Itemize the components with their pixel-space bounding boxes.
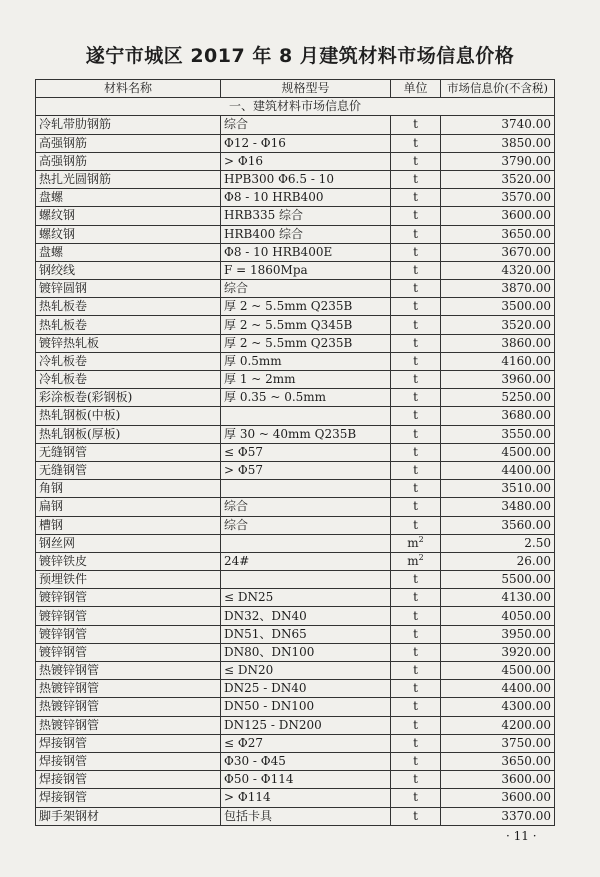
table-row xyxy=(36,534,555,552)
unit-cell xyxy=(391,116,441,134)
table-row xyxy=(36,407,555,425)
table-row xyxy=(36,207,555,225)
unit-text: t xyxy=(413,717,418,732)
spec-model-cell: 综合 xyxy=(221,280,391,298)
unit-text: t xyxy=(413,153,418,168)
material-name-cell: 脚手架钢材 xyxy=(36,807,221,825)
material-name-cell: 镀锌圆钢 xyxy=(36,280,221,298)
price-cell: 26.00 xyxy=(441,552,555,570)
spec-model-cell: ≤ Φ27 xyxy=(221,734,391,752)
unit-text: t xyxy=(413,681,418,696)
table-row xyxy=(36,443,555,461)
table-row xyxy=(36,625,555,643)
spec-model-cell: DN50 - DN100 xyxy=(221,698,391,716)
price-cell: 4500.00 xyxy=(441,662,555,680)
unit-cell xyxy=(391,170,441,188)
unit-text: t xyxy=(413,608,418,623)
table-row xyxy=(36,134,555,152)
unit-cell xyxy=(391,352,441,370)
spec-model-cell: Φ8 - 10 HRB400 xyxy=(221,189,391,207)
price-cell: 3600.00 xyxy=(441,789,555,807)
price-cell: 5500.00 xyxy=(441,571,555,589)
unit-text: t xyxy=(413,626,418,641)
price-cell: 2.50 xyxy=(441,534,555,552)
price-cell: 3570.00 xyxy=(441,189,555,207)
table-row xyxy=(36,480,555,498)
price-cell: 3480.00 xyxy=(441,498,555,516)
unit-text: t xyxy=(413,372,418,387)
unit-cell xyxy=(391,407,441,425)
table-row xyxy=(36,280,555,298)
unit-text: t xyxy=(413,317,418,332)
unit-text: t xyxy=(413,699,418,714)
unit-cell xyxy=(391,189,441,207)
table-row xyxy=(36,607,555,625)
table-row xyxy=(36,170,555,188)
unit-text: t xyxy=(413,208,418,223)
unit-cell xyxy=(391,225,441,243)
unit-superscript: 2 xyxy=(418,534,424,544)
unit-text: t xyxy=(413,426,418,441)
spec-model-cell: 综合 xyxy=(221,516,391,534)
price-cell: 4130.00 xyxy=(441,589,555,607)
spec-model-cell: DN125 - DN200 xyxy=(221,716,391,734)
table-row xyxy=(36,371,555,389)
price-cell: 4200.00 xyxy=(441,716,555,734)
unit-text: t xyxy=(413,517,418,532)
spec-model-cell: Φ30 - Φ45 xyxy=(221,752,391,770)
unit-text: t xyxy=(413,335,418,350)
spec-model-cell: Φ8 - 10 HRB400E xyxy=(221,243,391,261)
material-name-cell: 热轧钢板(中板) xyxy=(36,407,221,425)
material-name-cell: 盘螺 xyxy=(36,243,221,261)
table-row xyxy=(36,662,555,680)
unit-text: t xyxy=(413,262,418,277)
spec-model-cell: DN51、DN65 xyxy=(221,625,391,643)
unit-text: t xyxy=(413,663,418,678)
price-cell: 5250.00 xyxy=(441,389,555,407)
material-name-cell: 冷轧带肋钢筋 xyxy=(36,116,221,134)
table-row xyxy=(36,716,555,734)
material-name-cell: 无缝钢管 xyxy=(36,443,221,461)
price-cell: 3850.00 xyxy=(441,134,555,152)
price-cell: 3860.00 xyxy=(441,334,555,352)
spec-model-cell: DN80、DN100 xyxy=(221,643,391,661)
table-header-row xyxy=(36,80,555,98)
unit-cell xyxy=(391,771,441,789)
unit-text: t xyxy=(413,499,418,514)
material-name-cell: 镀锌铁皮 xyxy=(36,552,221,570)
unit-cell xyxy=(391,789,441,807)
unit-text: t xyxy=(413,353,418,368)
spec-model-cell: 24# xyxy=(221,552,391,570)
unit-cell xyxy=(391,480,441,498)
spec-model-cell: 厚 1 ~ 2mm xyxy=(221,371,391,389)
unit-cell xyxy=(391,152,441,170)
price-cell: 3600.00 xyxy=(441,771,555,789)
price-cell: 3870.00 xyxy=(441,280,555,298)
unit-cell xyxy=(391,552,441,570)
material-name-cell: 热镀锌钢管 xyxy=(36,662,221,680)
unit-text: t xyxy=(413,772,418,787)
unit-text: t xyxy=(413,244,418,259)
spec-model-cell: > Φ16 xyxy=(221,152,391,170)
spec-model-cell: HPB300 Φ6.5 - 10 xyxy=(221,170,391,188)
unit-text: t xyxy=(413,808,418,823)
unit-cell xyxy=(391,716,441,734)
table-row xyxy=(36,243,555,261)
unit-cell xyxy=(391,207,441,225)
unit-text: m xyxy=(407,553,419,568)
table-row xyxy=(36,334,555,352)
unit-cell xyxy=(391,261,441,279)
material-name-cell: 钢绞线 xyxy=(36,261,221,279)
table-row xyxy=(36,261,555,279)
table-row xyxy=(36,734,555,752)
price-cell: 3790.00 xyxy=(441,152,555,170)
unit-cell xyxy=(391,643,441,661)
material-name-cell: 热镀锌钢管 xyxy=(36,680,221,698)
material-name-cell: 镀锌热轧板 xyxy=(36,334,221,352)
spec-model-cell xyxy=(221,480,391,498)
unit-cell xyxy=(391,443,441,461)
unit-text: t xyxy=(413,190,418,205)
unit-text: t xyxy=(413,135,418,150)
price-cell: 3600.00 xyxy=(441,207,555,225)
material-name-cell: 预埋铁件 xyxy=(36,571,221,589)
material-name-cell: 螺纹钢 xyxy=(36,225,221,243)
unit-text: t xyxy=(413,463,418,478)
price-cell: 4320.00 xyxy=(441,261,555,279)
material-name-cell: 高强钢筋 xyxy=(36,152,221,170)
price-cell: 3520.00 xyxy=(441,170,555,188)
spec-model-cell xyxy=(221,571,391,589)
spec-model-cell xyxy=(221,534,391,552)
spec-model-cell: Φ12 - Φ16 xyxy=(221,134,391,152)
header-material-name: 材料名称 xyxy=(36,80,221,98)
spec-model-cell: 厚 2 ~ 5.5mm Q345B xyxy=(221,316,391,334)
spec-model-cell: ≤ DN20 xyxy=(221,662,391,680)
table-row xyxy=(36,298,555,316)
unit-cell xyxy=(391,425,441,443)
material-name-cell: 热镀锌钢管 xyxy=(36,698,221,716)
table-row xyxy=(36,389,555,407)
material-name-cell: 螺纹钢 xyxy=(36,207,221,225)
table-row xyxy=(36,225,555,243)
table-row xyxy=(36,771,555,789)
table-row xyxy=(36,789,555,807)
unit-cell xyxy=(391,243,441,261)
unit-cell xyxy=(391,134,441,152)
material-name-cell: 冷轧板卷 xyxy=(36,371,221,389)
price-cell: 3500.00 xyxy=(441,298,555,316)
price-cell: 4160.00 xyxy=(441,352,555,370)
spec-model-cell: 综合 xyxy=(221,116,391,134)
price-cell: 3920.00 xyxy=(441,643,555,661)
table-row xyxy=(36,643,555,661)
unit-superscript: 2 xyxy=(418,552,424,562)
unit-text: t xyxy=(413,299,418,314)
unit-text: t xyxy=(413,390,418,405)
header-spec-model: 规格型号 xyxy=(221,80,391,98)
table-row xyxy=(36,807,555,825)
price-table xyxy=(35,79,555,826)
unit-cell xyxy=(391,516,441,534)
spec-model-cell: F = 1860Mpa xyxy=(221,261,391,279)
spec-model-cell xyxy=(221,407,391,425)
material-name-cell: 角钢 xyxy=(36,480,221,498)
material-name-cell: 盘螺 xyxy=(36,189,221,207)
material-name-cell: 高强钢筋 xyxy=(36,134,221,152)
spec-model-cell: ≤ Φ57 xyxy=(221,443,391,461)
price-cell: 3560.00 xyxy=(441,516,555,534)
price-cell: 3520.00 xyxy=(441,316,555,334)
unit-cell xyxy=(391,298,441,316)
material-name-cell: 热轧板卷 xyxy=(36,316,221,334)
unit-text: t xyxy=(413,481,418,496)
unit-cell xyxy=(391,680,441,698)
unit-text: t xyxy=(413,790,418,805)
unit-cell xyxy=(391,461,441,479)
spec-model-cell: > Φ57 xyxy=(221,461,391,479)
material-name-cell: 无缝钢管 xyxy=(36,461,221,479)
spec-model-cell: 综合 xyxy=(221,498,391,516)
material-name-cell: 热扎光圆钢筋 xyxy=(36,170,221,188)
table-row xyxy=(36,752,555,770)
price-cell: 4500.00 xyxy=(441,443,555,461)
unit-text: t xyxy=(413,281,418,296)
spec-model-cell: ≤ DN25 xyxy=(221,589,391,607)
table-row xyxy=(36,316,555,334)
table-row xyxy=(36,680,555,698)
unit-text: t xyxy=(413,444,418,459)
price-cell: 3370.00 xyxy=(441,807,555,825)
price-cell: 4400.00 xyxy=(441,461,555,479)
table-row xyxy=(36,116,555,134)
unit-cell xyxy=(391,334,441,352)
material-name-cell: 冷轧板卷 xyxy=(36,352,221,370)
table-row xyxy=(36,516,555,534)
unit-cell xyxy=(391,571,441,589)
material-name-cell: 热轧板卷 xyxy=(36,298,221,316)
price-cell: 3650.00 xyxy=(441,752,555,770)
table-row xyxy=(36,498,555,516)
unit-cell xyxy=(391,371,441,389)
unit-text: t xyxy=(413,590,418,605)
unit-cell xyxy=(391,589,441,607)
material-name-cell: 镀锌钢管 xyxy=(36,643,221,661)
unit-cell xyxy=(391,498,441,516)
section-label: 一、建筑材料市场信息价 xyxy=(36,98,555,116)
table-row xyxy=(36,425,555,443)
unit-text: t xyxy=(413,117,418,132)
material-name-cell: 焊接钢管 xyxy=(36,752,221,770)
unit-cell xyxy=(391,316,441,334)
price-cell: 3740.00 xyxy=(441,116,555,134)
unit-text: t xyxy=(413,172,418,187)
price-cell: 3550.00 xyxy=(441,425,555,443)
spec-model-cell: 厚 0.5mm xyxy=(221,352,391,370)
table-row xyxy=(36,552,555,570)
material-name-cell: 槽钢 xyxy=(36,516,221,534)
material-name-cell: 扁钢 xyxy=(36,498,221,516)
spec-model-cell: HRB335 综合 xyxy=(221,207,391,225)
spec-model-cell: DN25 - DN40 xyxy=(221,680,391,698)
material-name-cell: 镀锌钢管 xyxy=(36,589,221,607)
page-title: 遂宁市城区 2017 年 8 月建筑材料市场信息价格 xyxy=(85,45,515,67)
page-number: · 11 · xyxy=(506,829,537,843)
price-cell: 4300.00 xyxy=(441,698,555,716)
material-name-cell: 焊接钢管 xyxy=(36,734,221,752)
table-row xyxy=(36,152,555,170)
unit-text: t xyxy=(413,572,418,587)
price-cell: 4400.00 xyxy=(441,680,555,698)
spec-model-cell: > Φ114 xyxy=(221,789,391,807)
unit-text: m xyxy=(407,535,419,550)
unit-text: t xyxy=(413,735,418,750)
spec-model-cell: 厚 0.35 ~ 0.5mm xyxy=(221,389,391,407)
price-cell: 3650.00 xyxy=(441,225,555,243)
price-cell: 3680.00 xyxy=(441,407,555,425)
header-unit: 单位 xyxy=(391,80,441,98)
spec-model-cell: 厚 2 ~ 5.5mm Q235B xyxy=(221,334,391,352)
table-row xyxy=(36,589,555,607)
table-row xyxy=(36,571,555,589)
material-name-cell: 焊接钢管 xyxy=(36,771,221,789)
spec-model-cell: DN32、DN40 xyxy=(221,607,391,625)
unit-cell xyxy=(391,752,441,770)
spec-model-cell: 厚 30 ~ 40mm Q235B xyxy=(221,425,391,443)
unit-cell xyxy=(391,625,441,643)
price-cell: 3510.00 xyxy=(441,480,555,498)
table-body xyxy=(36,98,555,826)
price-cell: 3750.00 xyxy=(441,734,555,752)
section-row xyxy=(36,98,555,116)
spec-model-cell: 包括卡具 xyxy=(221,807,391,825)
material-name-cell: 热镀锌钢管 xyxy=(36,716,221,734)
unit-cell xyxy=(391,698,441,716)
material-name-cell: 焊接钢管 xyxy=(36,789,221,807)
unit-text: t xyxy=(413,754,418,769)
price-cell: 3670.00 xyxy=(441,243,555,261)
price-cell: 3960.00 xyxy=(441,371,555,389)
unit-cell xyxy=(391,534,441,552)
price-cell: 3950.00 xyxy=(441,625,555,643)
unit-cell xyxy=(391,662,441,680)
spec-model-cell: HRB400 综合 xyxy=(221,225,391,243)
header-market-price: 市场信息价(不含税) xyxy=(441,80,555,98)
unit-text: t xyxy=(413,226,418,241)
material-name-cell: 镀锌钢管 xyxy=(36,607,221,625)
unit-cell xyxy=(391,607,441,625)
unit-cell xyxy=(391,807,441,825)
table-row xyxy=(36,461,555,479)
spec-model-cell: Φ50 - Φ114 xyxy=(221,771,391,789)
unit-cell xyxy=(391,734,441,752)
material-name-cell: 热轧钢板(厚板) xyxy=(36,425,221,443)
price-cell: 4050.00 xyxy=(441,607,555,625)
unit-text: t xyxy=(413,408,418,423)
unit-cell xyxy=(391,280,441,298)
material-name-cell: 镀锌钢管 xyxy=(36,625,221,643)
spec-model-cell: 厚 2 ~ 5.5mm Q235B xyxy=(221,298,391,316)
table-row xyxy=(36,189,555,207)
material-name-cell: 彩涂板卷(彩钢板) xyxy=(36,389,221,407)
table-row xyxy=(36,698,555,716)
material-name-cell: 钢丝网 xyxy=(36,534,221,552)
unit-cell xyxy=(391,389,441,407)
table-row xyxy=(36,352,555,370)
unit-text: t xyxy=(413,644,418,659)
